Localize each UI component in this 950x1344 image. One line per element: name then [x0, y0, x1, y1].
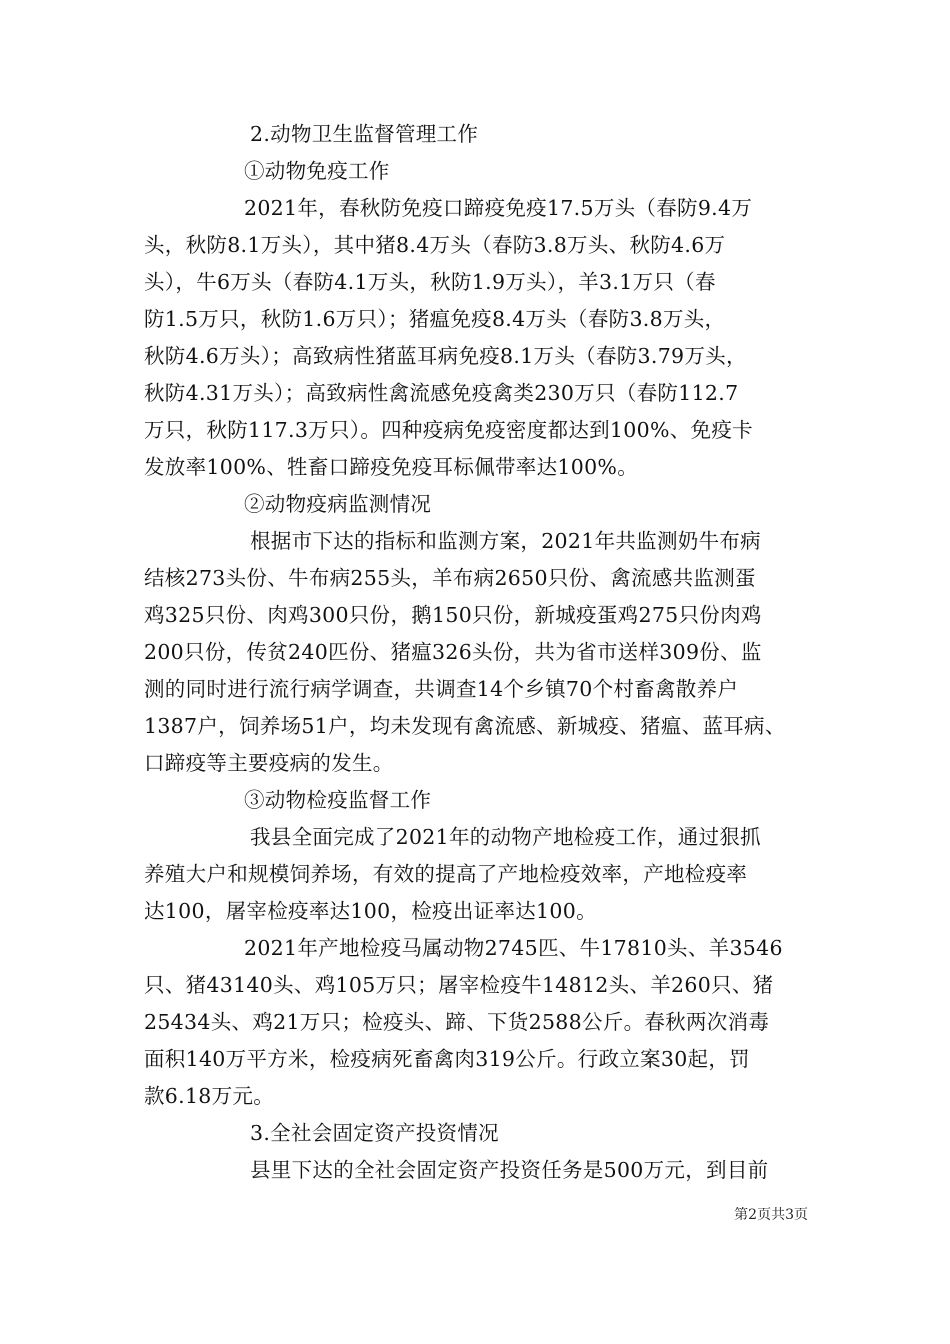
section-heading: 3.全社会固定资产投资情况 — [250, 1121, 499, 1145]
paragraph-line: 我县全面完成了2021年的动物产地检疫工作，通过狠抓 — [250, 825, 761, 849]
paragraph-line: 测的同时进行流行病学调查，共调查14个乡镇70个村畜禽散养户 — [144, 677, 739, 701]
paragraph-line: 口蹄疫等主要疫病的发生。 — [144, 751, 394, 775]
section-heading: 2.动物卫生监督管理工作 — [250, 122, 479, 146]
subsection-heading: ①动物免疫工作 — [244, 159, 390, 183]
paragraph-line: 2021年产地检疫马属动物2745匹、牛17810头、羊3546 — [244, 936, 783, 960]
paragraph-line: 发放率100%、牲畜口蹄疫免疫耳标佩带率达100%。 — [144, 455, 639, 479]
paragraph-line: 头），牛6万头（春防4.1万头，秋防1.9万头），羊3.1万只（春 — [144, 270, 716, 294]
page-number-footer: 第2页共3页 — [734, 1207, 808, 1223]
paragraph-line: 万只，秋防117.3万只）。四种疫病免疫密度都达到100%、免疫卡 — [144, 418, 753, 442]
paragraph-line: 2021年，春秋防免疫口蹄疫免疫17.5万头（春防9.4万 — [244, 196, 753, 220]
paragraph-line: 款6.18万元。 — [144, 1084, 275, 1108]
paragraph-line: 鸡325只份、肉鸡300只份，鹅150只份，新城疫蛋鸡275只份肉鸡 — [144, 603, 762, 627]
subsection-heading: ②动物疫病监测情况 — [244, 492, 432, 516]
paragraph-line: 头，秋防8.1万头），其中猪8.4万头（春防3.8万头、秋防4.6万 — [144, 233, 726, 257]
paragraph-line: 结核273头份、牛布病255头，羊布病2650只份、禽流感共监测蛋 — [144, 566, 756, 590]
paragraph-line: 25434头、鸡21万只；检疫头、蹄、下货2588公斤。春秋两次消毒 — [144, 1010, 770, 1034]
paragraph-line: 防1.5万只，秋防1.6万只）；猪瘟免疫8.4万头（春防3.8万头， — [144, 307, 726, 331]
paragraph-line: 根据市下达的指标和监测方案，2021年共监测奶牛布病 — [250, 529, 761, 553]
paragraph-line: 秋防4.31万头）；高致病性禽流感免疫禽类230万只（春防112.7 — [144, 381, 739, 405]
paragraph-line: 县里下达的全社会固定资产投资任务是500万元，到目前 — [250, 1158, 769, 1182]
paragraph-line: 养殖大户和规模饲养场，有效的提高了产地检疫效率，产地检疫率 — [144, 862, 748, 886]
paragraph-line: 达100，屠宰检疫率达100，检疫出证率达100。 — [144, 899, 597, 923]
paragraph-line: 秋防4.6万头）；高致病性猪蓝耳病免疫8.1万头（春防3.79万头， — [144, 344, 747, 368]
paragraph-line: 只、猪43140头、鸡105万只；屠宰检疫牛14812头、羊260只、猪 — [144, 973, 774, 997]
document-body — [144, 116, 810, 1189]
paragraph-line: 200只份，传贫240匹份、猪瘟326头份，共为省市送样309份、监 — [144, 640, 762, 664]
subsection-heading: ③动物检疫监督工作 — [244, 788, 432, 812]
paragraph-line: 1387户，饲养场51户，均未发现有禽流感、新城疫、猪瘟、蓝耳病、 — [144, 714, 786, 738]
paragraph-line: 面积140万平方米，检疫病死畜禽肉319公斤。行政立案30起，罚 — [144, 1047, 750, 1071]
